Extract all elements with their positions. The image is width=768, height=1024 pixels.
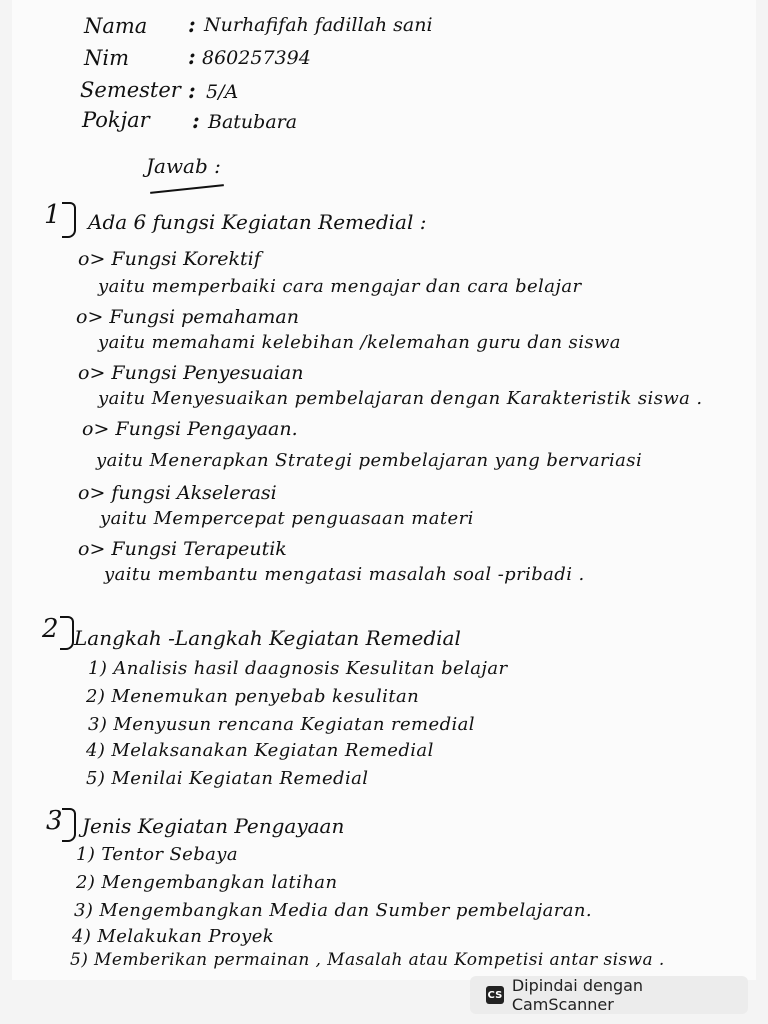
nama-label: Nama — [84, 14, 148, 38]
semester-value: 5/A — [206, 81, 239, 103]
q1-item-1-body: yaitu memperbaiki cara mengajar dan cara belajar — [98, 276, 582, 297]
q2-step-4: 4) Melaksanakan Kegiatan Remedial — [86, 740, 434, 761]
q2-step-3: 3) Menyusun rencana Kegiatan remedial — [88, 714, 475, 735]
q1-item-2-title: o> Fungsi pemahaman — [76, 306, 299, 328]
q3-item-2: 2) Mengembangkan latihan — [76, 872, 338, 893]
q1-item-1-title: o> Fungsi Korektif — [78, 248, 261, 270]
camscanner-watermark — [470, 976, 748, 1014]
q3-title: Jenis Kegiatan Pengayaan — [82, 814, 345, 838]
q1-item-6-body: yaitu membantu mengatasi masalah soal -pribadi . — [104, 564, 585, 585]
camscanner-text: Dipindai dengan CamScanner — [511, 976, 644, 1014]
q3-item-5: 5) Memberikan permainan , Masalah atau Kompetisi antar siswa . — [70, 950, 665, 970]
nama-colon: : — [188, 12, 196, 37]
q1-item-5-title: o> fungsi Akselerasi — [78, 482, 277, 504]
q3-item-1: 1) Tentor Sebaya — [76, 844, 238, 865]
nim-label: Nim — [84, 46, 130, 70]
q1-item-6-title: o> Fungsi Terapeutik — [78, 538, 287, 560]
q2-title: Langkah -Langkah Kegiatan Remedial — [74, 626, 461, 650]
q2-number: 2 — [42, 614, 59, 644]
q3-item-3: 3) Mengembangkan Media dan Sumber pembelajaran. — [74, 900, 592, 921]
q1-item-3-body: yaitu Menyesuaikan pembelajaran dengan Karakteristik siswa . — [98, 388, 703, 409]
pokjar-value: Batubara — [208, 111, 298, 133]
q2-step-1: 1) Analisis hasil daagnosis Kesulitan belajar — [88, 658, 508, 679]
q3-bracket — [62, 808, 76, 842]
nama-value: Nurhafifah fadillah sani — [204, 14, 433, 36]
semester-label: Semester — [80, 78, 181, 102]
q3-number: 3 — [46, 806, 63, 836]
camscanner-icon: CS — [486, 986, 504, 1004]
q1-title: Ada 6 fungsi Kegiatan Remedial : — [88, 210, 427, 234]
jawab-heading: Jawab : — [146, 154, 221, 178]
q2-step-2: 2) Menemukan penyebab kesulitan — [86, 686, 420, 707]
q3-item-4: 4) Melakukan Proyek — [72, 926, 275, 947]
q1-item-5-body: yaitu Mempercepat penguasaan materi — [100, 508, 474, 529]
q1-bracket — [62, 202, 76, 238]
q2-bracket — [60, 616, 74, 650]
pokjar-colon: : — [192, 108, 200, 133]
nim-value: 860257394 — [202, 47, 311, 69]
q1-item-2-body: yaitu memahami kelebihan /kelemahan guru dan siswa — [98, 332, 621, 353]
nim-colon: : — [188, 44, 196, 69]
q2-step-5: 5) Menilai Kegiatan Remedial — [86, 768, 369, 789]
semester-colon: : — [188, 78, 196, 103]
q1-number: 1 — [44, 200, 61, 230]
q1-item-4-body: yaitu Menerapkan Strategi pembelajaran yang bervariasi — [96, 450, 643, 471]
q1-item-3-title: o> Fungsi Penyesuaian — [78, 362, 304, 384]
pokjar-label: Pokjar — [82, 108, 150, 132]
q1-item-4-title: o> Fungsi Pengayaan. — [82, 418, 298, 440]
